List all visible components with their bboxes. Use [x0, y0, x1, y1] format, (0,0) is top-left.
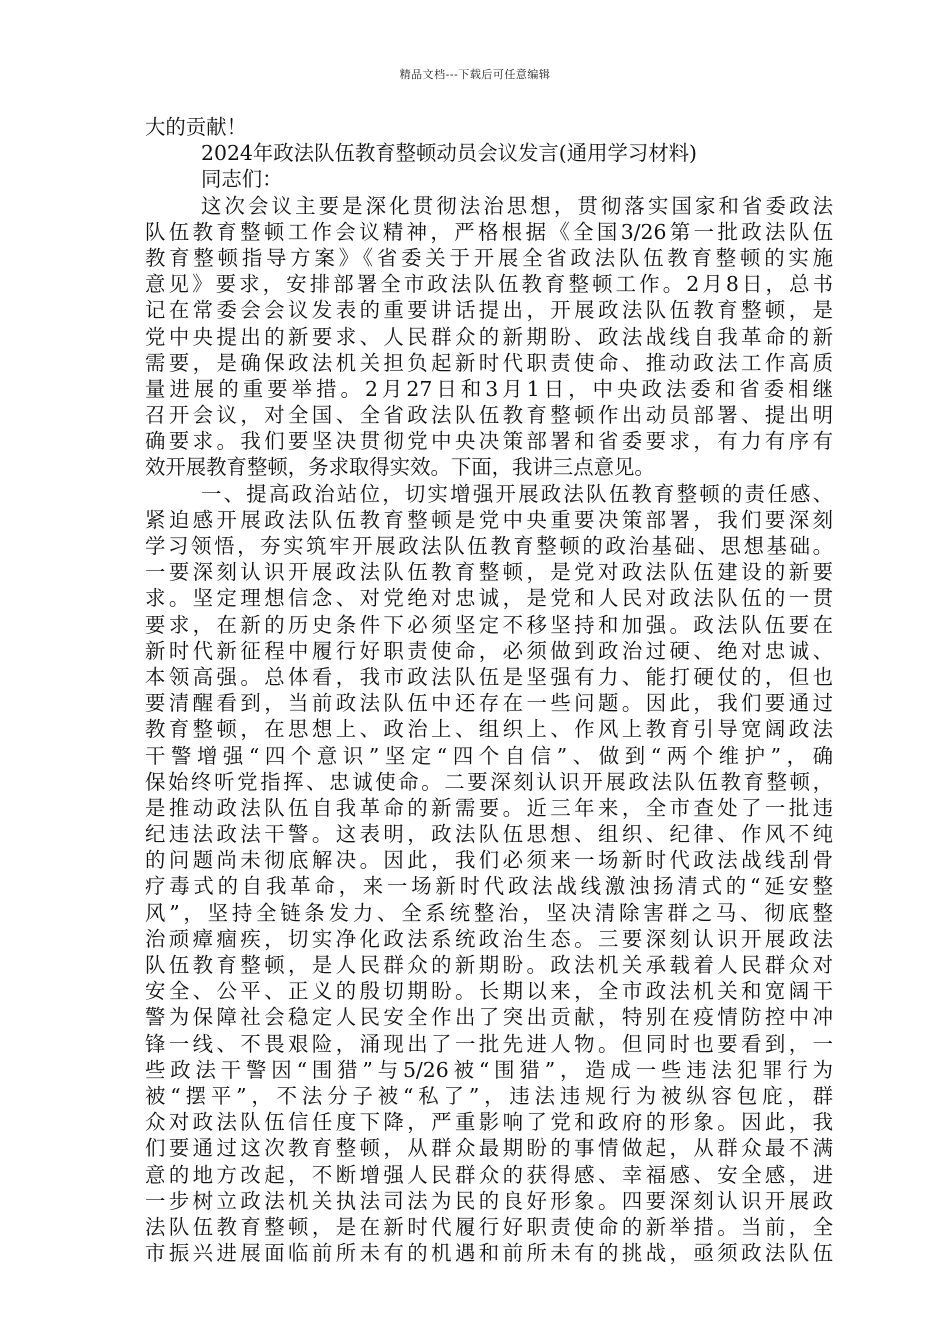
- text-line: 警为保障社会稳定人民安全作出了突出贡献，特别在疫情防控中冲: [145, 1005, 833, 1030]
- text-line: 确要求。我们要坚决贯彻党中央决策部署和省委要求，有力有序有: [145, 429, 833, 454]
- text-line: 风”，坚持全链条发力、全系统整治，坚决清除害群之马、彻底整: [145, 900, 833, 925]
- text-line: 一、提高政治站位，切实增强开展政法队伍教育整顿的责任感、: [201, 481, 833, 506]
- text-line: 的问题尚未彻底解决。因此，我们必须来一场新时代政法战线刮骨: [145, 848, 833, 873]
- text-line: 纪违法政法干警。这表明，政法队伍思想、组织、纪律、作风不纯: [145, 822, 833, 847]
- text-line: 教育整顿指导方案》《省委关于开展全省政法队伍教育整顿的实施: [145, 245, 833, 270]
- text-line: 治顽瘴痼疾，切实净化政法系统政治生态。三要深刻认识开展政法: [145, 926, 833, 951]
- text-line: 求。坚定理想信念、对党绝对忠诚，是党和人民对政法队伍的一贯: [145, 586, 833, 611]
- page-header: 精品文档---下载后可任意编辑: [399, 68, 551, 81]
- text-line: 是推动政法队伍自我革命的新需要。近三年来，全市查处了一批违: [145, 795, 833, 820]
- text-line: 新时代新征程中履行好职责使命，必须做到政治过硬、绝对忠诚、: [145, 638, 833, 663]
- text-line: 教育整顿，在思想上、政治上、组织上、作风上教育引导宽阔政法: [145, 717, 833, 742]
- text-line: 大的贡献！: [145, 115, 247, 139]
- text-line: 队伍教育整顿工作会议精神，严格根据《全国3/26第一批政法队伍: [145, 219, 833, 244]
- text-line: 保始终听党指挥、忠诚使命。二要深刻认识开展政法队伍教育整顿，: [145, 769, 833, 794]
- text-line: 需要，是确保政法机关担负起新时代职责使命、推动政法工作高质: [145, 350, 833, 375]
- text-line: 们要通过这次教育整顿，从群众最期盼的事情做起，从群众最不满: [145, 1136, 833, 1161]
- text-line: 召开会议，对全国、全省政法队伍教育整顿作出动员部署、提出明: [145, 403, 833, 428]
- text-line: 锋一线、不畏艰险，涌现出了一批先进人物。但同时也要看到，一: [145, 1031, 833, 1056]
- text-line: 被“摆平”，不法分子被“私了”，违法违规行为被纵容包庇，群: [145, 1083, 833, 1108]
- text-line: 效开展教育整顿，务求取得实效。下面，我讲三点意见。: [145, 455, 655, 480]
- text-line: 这次会议主要是深化贯彻法治思想，贯彻落实国家和省委政法: [201, 193, 833, 218]
- text-line: 意的地方改起，不断增强人民群众的获得感、幸福感、安全感，进: [145, 1162, 833, 1187]
- text-line: 要清醒看到，当前政法队伍中还存在一些问题。因此，我们要通过: [145, 691, 833, 716]
- text-line: 法队伍教育整顿，是在新时代履行好职责使命的新举措。当前，全: [145, 1214, 833, 1239]
- text-line: 学习领悟，夯实筑牢开展政法队伍教育整顿的政治基础、思想基础。: [145, 534, 833, 558]
- text-line: 意见》要求，安排部署全市政法队伍教育整顿工作。2月8日，总书: [145, 272, 833, 297]
- text-line: 紧迫感开展政法队伍教育整顿是党中央重要决策部署，我们要深刻: [145, 507, 833, 532]
- text-line: 一步树立政法机关执法司法为民的良好形象。四要深刻认识开展政: [145, 1188, 833, 1213]
- text-line: 干警增强“四个意识”坚定“四个自信”、做到“两个维护”，确: [145, 743, 833, 768]
- text-line: 党中央提出的新要求、人民群众的新期盼、政法战线自我革命的新: [145, 324, 833, 349]
- text-line: 一要深刻认识开展政法队伍教育整顿，是党对政法队伍建设的新要: [145, 560, 833, 585]
- text-line: 要求，在新的历史条件下必须坚定不移坚持和加强。政法队伍要在: [145, 612, 833, 637]
- text-line: 本领高强。总体看，我市政法队伍是坚强有力、能打硬仗的，但也: [145, 664, 833, 689]
- text-line: 2024年政法队伍教育整顿动员会议发言(通用学习材料): [201, 141, 698, 166]
- text-line: 安全、公平、正义的殷切期盼。长期以来，全市政法机关和宽阔干: [145, 979, 833, 1004]
- text-line: 队伍教育整顿，是人民群众的新期盼。政法机关承载着人民群众对: [145, 953, 833, 977]
- text-line: 疗毒式的自我革命，来一场新时代政法战线激浊扬清式的“延安整: [145, 874, 833, 899]
- text-line: 记在常委会会议发表的重要讲话提出，开展政法队伍教育整顿，是: [145, 298, 833, 323]
- text-line: 同志们：: [201, 167, 283, 192]
- text-line: 些政法干警因“围猎”与5/26被“围猎”，造成一些违法犯罪行为: [145, 1057, 833, 1082]
- text-line: 量进展的重要举措。2月27日和3月1日，中央政法委和省委相继: [145, 376, 833, 401]
- text-line: 市振兴进展面临前所未有的机遇和前所未有的挑战，亟须政法队伍: [145, 1241, 833, 1266]
- text-line: 众对政法队伍信任度下降，严重影响了党和政府的形象。因此，我: [145, 1110, 833, 1135]
- document-body: [145, 114, 833, 1266]
